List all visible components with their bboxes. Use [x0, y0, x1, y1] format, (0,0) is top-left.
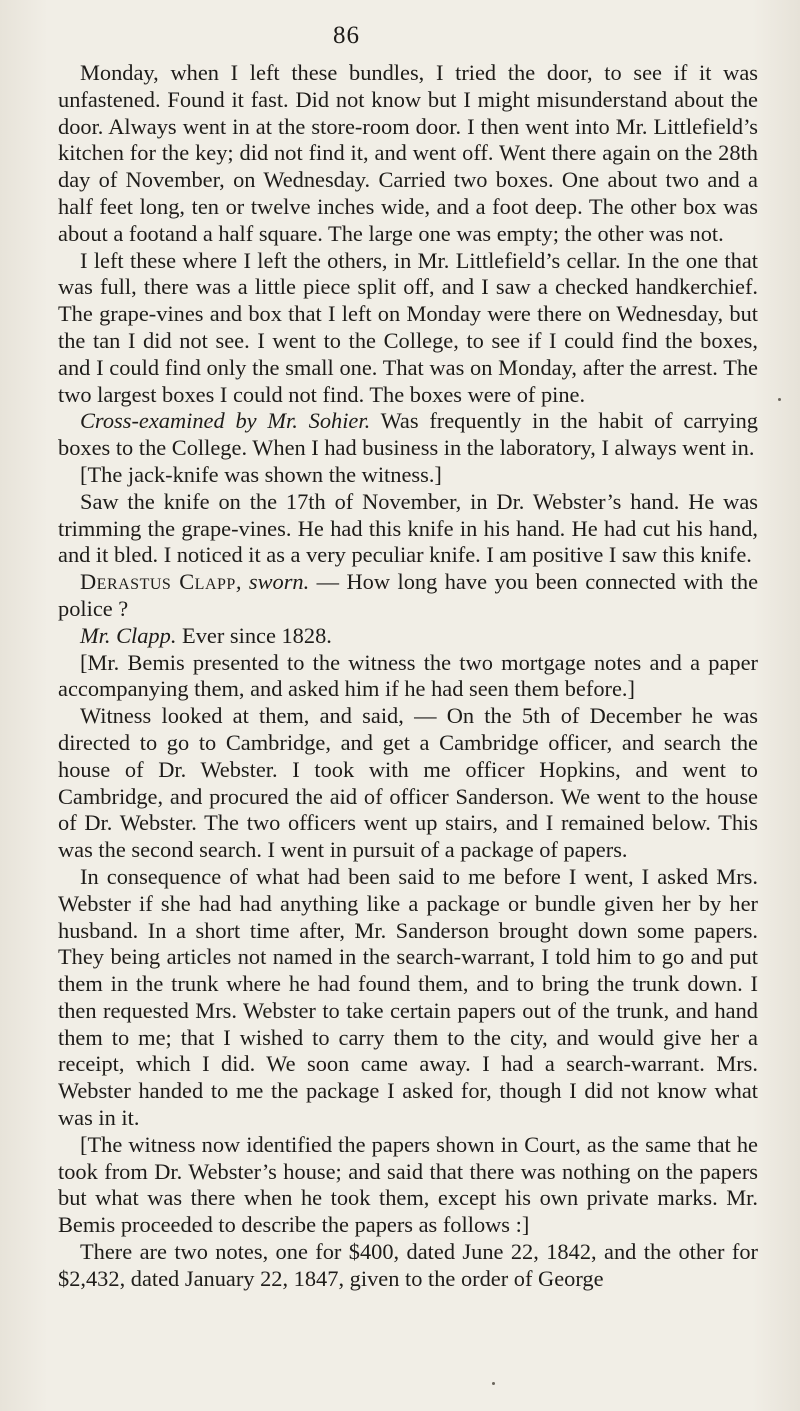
paragraph-10: In consequence of what had been said to me before I went, I asked Mrs. Webster if she had had anything like a package or bundle given her by her husband. In a short time after, Mr. Sanderson brought down some papers. They being articles not named in the search-warrant, I told him to go and put them in the trunk where he had found them, and to bring the trunk down. I then requested Mrs. Webster to take certain papers out of the trunk, and hand them to me; that I wished to carry them to the city, and would give her a receipt, which I did. We soon came away. I had a search-warrant. Mrs. Webster handed to me the package I asked for, though I did not know what was in it.: [58, 863, 758, 1131]
paragraph-7: [58, 623, 758, 650]
paragraph-8: [Mr. Bemis presented to the witness the two mortgage notes and a paper accompanying them, and asked him if he had seen them before.]: [58, 649, 758, 702]
paragraph-12: There are two notes, one for $400, dated June 22, 1842, and the other for $2,432, dated January 22, 1847, given to the order of George: [58, 1239, 758, 1291]
paragraph-4: [The jack-knife was shown the witness.]: [80, 461, 442, 487]
paragraph-6-text: — How long have you been connected with the police ?: [58, 569, 759, 621]
paragraph-7-text: Ever since 1828.: [176, 622, 332, 648]
paragraph-11: [The witness now identified the papers shown in Court, as the same that he took from Dr. Webster’s house; and said that there was nothing on the papers but what was there when he took them, except his own private marks. Mr. Bemis proceeded to describe the papers as follows :]: [58, 1131, 758, 1238]
page-body-text: [58, 60, 758, 1293]
paragraph-3: [58, 408, 758, 462]
paragraph-3-text: Was frequently in the habit of carrying boxes to the College. When I had business in the laboratory, I always went in.: [58, 408, 758, 461]
cross-examination-heading: Cross-examined by Mr. Sohier.: [80, 408, 371, 434]
witness-name: Derastus Clapp: [80, 569, 236, 595]
sworn-label: , sworn.: [235, 569, 310, 595]
paragraph-1: Monday, when I left these bundles, I tried the door, to see if it was unfastened. Found it fast. Did not know but I might misunderstand about the door. Always went in at the store-room door. I then went into Mr. Littlefield’s kitchen for the key; did not find it, and went off. Went there again on the 28th day of November, on Wednesday. Carried two boxes. One about two and a half feet long, ten or twelve inches wide, and a foot deep. The other box was about a footand a half square. The large one was empty; the other was not.: [58, 60, 758, 246]
paragraph-2: I left these where I left the others, in Mr. Littlefield’s cellar. In the one that was full, there was a little piece split off, and I saw a checked handkerchief. The grape-vines and box that I left on Monday were there on Wednesday, but the tan I did not see. I went to the College, to see if I could find the boxes, and I could find only the small one. That was on Monday, after the arrest. The two largest boxes I could not find. The boxes were of pine.: [58, 247, 758, 407]
paragraph-5: Saw the knife on the 17th of November, in Dr. Webster’s hand. He was trimming the grape-vines. He had this knife in his hand. He had cut his hand, and it bled. I noticed it as a very peculiar knife. I am positive I saw this knife.: [58, 488, 758, 568]
paragraph-9: Witness looked at them, and said, — On the 5th of December he was directed to go to Cambridge, and get a Cambridge officer, and search the house of Dr. Webster. I took with me officer Hopkins, and went to Cambridge, and procured the aid of officer Sanderson. We went to the house of Dr. Webster. The two officers went up stairs, and I remained below. This was the second search. I went in pursuit of a package of papers.: [58, 703, 758, 863]
paragraph-6: [58, 569, 758, 623]
page-number: 86: [333, 22, 360, 49]
speaker-label: Mr. Clapp.: [80, 622, 177, 648]
paper-speck: [778, 398, 781, 401]
paper-speck: [492, 1382, 495, 1385]
